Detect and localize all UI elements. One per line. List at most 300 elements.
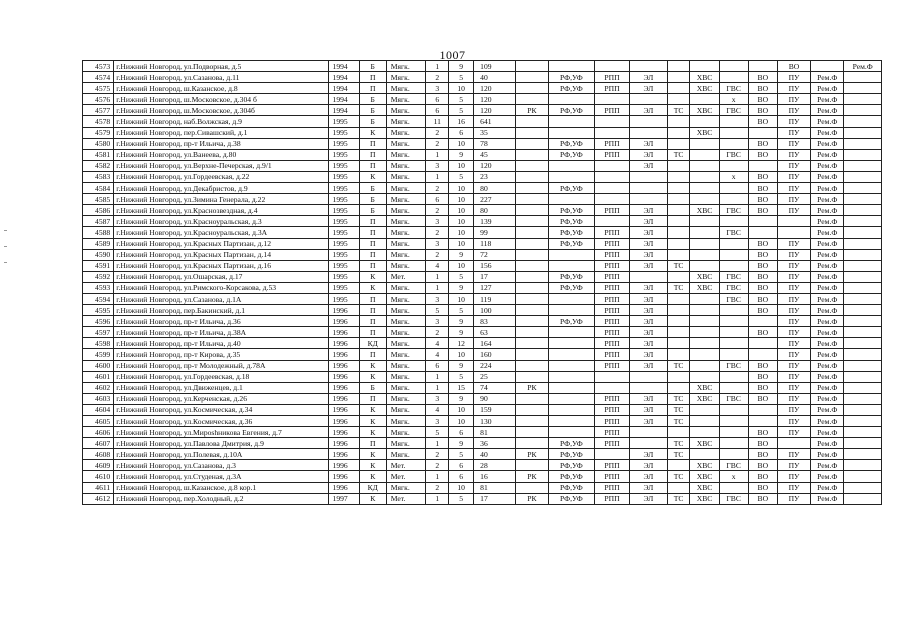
cell-cold-water [690,449,719,460]
cell-year-built: 1995 [328,160,359,171]
cell-rpp: РПП [594,460,629,471]
cell-apartments: 17 [474,493,516,504]
cell-rf-uf: РФ,УФ [549,449,595,460]
cell-electricity: ЭЛ [630,349,667,360]
cell-rk [515,327,548,338]
cell-entrances: 4 [426,338,449,349]
cell-roof-type: Мягк. [386,127,426,138]
cell-record-number: 4607 [83,438,114,449]
cell-apartments: 160 [474,349,516,360]
cell-repair-fund [844,460,882,471]
cell-electricity: ЭЛ [630,205,667,216]
cell-address: г.Нижний Новгород, ул.Гордеевская, д.22 [114,171,328,182]
cell-rpp: РПП [594,227,629,238]
cell-apartments: 139 [474,216,516,227]
cell-heating: ТС [667,493,690,504]
cell-apartments: 40 [474,72,516,83]
cell-apartments: 90 [474,393,516,404]
cell-address: г.Нижний Новгород, пр-т Ильича, д.40 [114,338,328,349]
cell-repair-fund [844,482,882,493]
cell-repair-fund [844,260,882,271]
cell-year-built: 1995 [328,271,359,282]
cell-roof-type: Мягк. [386,416,426,427]
cell-sewage: ВО [748,493,777,504]
cell-rpp [594,382,629,393]
cell-wall-material: К [359,493,386,504]
cell-hot-water: ГВС [719,227,748,238]
cell-wall-material: К [359,371,386,382]
cell-year-built: 1996 [328,438,359,449]
cell-record-number: 4591 [83,260,114,271]
cell-roof-type: Мягк. [386,260,426,271]
cell-heating [667,249,690,260]
cell-record-number: 4603 [83,393,114,404]
cell-pu: ПУ [777,349,810,360]
cell-repair-fund [844,160,882,171]
cell-apartments: 100 [474,305,516,316]
cell-cold-water [690,371,719,382]
cell-sewage: ВО [748,327,777,338]
cell-apartments: 120 [474,105,516,116]
cell-sewage [748,227,777,238]
cell-heating [667,482,690,493]
cell-rpp [594,116,629,127]
table-row [83,460,882,471]
cell-rf-uf [549,404,595,415]
cell-address: г.Нижний Новгород, ул.Подворная, д.5 [114,61,328,72]
cell-pu: ПУ [777,371,810,382]
cell-heating [667,171,690,182]
cell-heating [667,160,690,171]
cell-repair-fund [844,416,882,427]
cell-rf-uf: РФ,УФ [549,316,595,327]
cell-rf-uf [549,160,595,171]
cell-rf-uf [549,416,595,427]
cell-repair-fund [844,171,882,182]
cell-wall-material: К [359,171,386,182]
cell-rk: РК [515,471,548,482]
cell-record-number: 4574 [83,72,114,83]
cell-zl: Рем.Ф [811,171,844,182]
cell-address: г.Нижний Новгород, ул.Красноуральская, д.3 [114,216,328,227]
cell-apartments: 40 [474,449,516,460]
cell-rf-uf [549,327,595,338]
cell-repair-fund [844,105,882,116]
cell-floors: 9 [449,316,474,327]
cell-hot-water: ГВС [719,393,748,404]
cell-entrances: 6 [426,360,449,371]
cell-address: г.Нижний Новгород, ул.Сазанова, д.3 [114,460,328,471]
cell-hot-water [719,427,748,438]
cell-pu: ПУ [777,338,810,349]
cell-pu: ПУ [777,116,810,127]
table-row [83,338,882,349]
cell-entrances: 4 [426,260,449,271]
cell-year-built: 1996 [328,482,359,493]
cell-rk [515,460,548,471]
cell-sewage: ВО [748,460,777,471]
cell-apartments: 16 [474,471,516,482]
cell-apartments: 83 [474,316,516,327]
cell-floors: 6 [449,460,474,471]
cell-floors: 9 [449,61,474,72]
cell-entrances: 2 [426,72,449,83]
cell-heating: ТС [667,149,690,160]
cell-roof-type: Мягк. [386,83,426,94]
cell-pu: ПУ [777,404,810,415]
cell-cold-water: ХВС [690,83,719,94]
cell-entrances: 3 [426,416,449,427]
cell-cold-water [690,227,719,238]
cell-sewage: ВО [748,260,777,271]
cell-wall-material: П [359,393,386,404]
cell-apartments: 35 [474,127,516,138]
cell-address: г.Нижний Новгород, ул.Полевая, д.10А [114,449,328,460]
cell-hot-water: ГВС [719,205,748,216]
cell-repair-fund [844,238,882,249]
cell-hot-water: ГВС [719,271,748,282]
cell-sewage: ВО [748,438,777,449]
cell-hot-water [719,160,748,171]
cell-entrances: 6 [426,94,449,105]
cell-heating [667,61,690,72]
cell-rf-uf [549,371,595,382]
cell-repair-fund [844,349,882,360]
cell-year-built: 1996 [328,327,359,338]
cell-sewage: ВО [748,183,777,194]
cell-electricity: ЭЛ [630,293,667,304]
cell-heating [667,327,690,338]
cell-floors: 5 [449,371,474,382]
cell-hot-water [719,349,748,360]
cell-wall-material: Б [359,116,386,127]
cell-zl: Рем.Ф [811,149,844,160]
cell-rk: РК [515,382,548,393]
cell-year-built: 1995 [328,127,359,138]
cell-rk [515,438,548,449]
cell-year-built: 1994 [328,61,359,72]
cell-pu: ПУ [777,316,810,327]
cell-sewage: ВО [748,371,777,382]
cell-cold-water [690,249,719,260]
cell-rf-uf: РФ,УФ [549,238,595,249]
cell-wall-material: П [359,149,386,160]
cell-hot-water [719,416,748,427]
cell-sewage [748,127,777,138]
table-row [83,427,882,438]
cell-rk: РК [515,449,548,460]
cell-record-number: 4587 [83,216,114,227]
cell-roof-type: Мягк. [386,316,426,327]
cell-zl: Рем.Ф [811,249,844,260]
cell-entrances: 2 [426,138,449,149]
cell-wall-material: П [359,83,386,94]
cell-address: г.Нижний Новгород, ул.Красных Партизан, д.16 [114,260,328,271]
cell-rk [515,293,548,304]
cell-heating [667,227,690,238]
cell-cold-water: ХВС [690,382,719,393]
cell-zl: Рем.Ф [811,471,844,482]
cell-floors: 9 [449,393,474,404]
cell-address: г.Нижний Новгород, пер.Холодный, д.2 [114,493,328,504]
cell-floors: 10 [449,416,474,427]
cell-cold-water: ХВС [690,482,719,493]
cell-floors: 10 [449,260,474,271]
cell-cold-water: ХВС [690,105,719,116]
cell-cold-water [690,194,719,205]
cell-rpp [594,61,629,72]
cell-electricity: ЭЛ [630,227,667,238]
cell-rk [515,127,548,138]
cell-zl: Рем.Ф [811,305,844,316]
cell-hot-water: ГВС [719,360,748,371]
cell-rk [515,271,548,282]
cell-entrances: 1 [426,382,449,393]
cell-roof-type: Мягк. [386,349,426,360]
cell-address: г.Нижний Новгород, ш.Казанское, д.8 кор.1 [114,482,328,493]
table-row [83,371,882,382]
cell-pu: ПУ [777,238,810,249]
cell-apartments: 78 [474,138,516,149]
cell-rk [515,61,548,72]
table-row [83,404,882,415]
housing-registry-table [82,60,882,505]
cell-address: г.Нижний Новгород, ул.Космическая, д.34 [114,404,328,415]
cell-zl: Рем.Ф [811,349,844,360]
cell-heating [667,72,690,83]
cell-rpp: РПП [594,349,629,360]
cell-cold-water [690,416,719,427]
cell-pu: ПУ [777,449,810,460]
table-row [83,105,882,116]
cell-floors: 10 [449,293,474,304]
table-row [83,227,882,238]
cell-wall-material: К [359,271,386,282]
table-row [83,471,882,482]
cell-entrances: 1 [426,149,449,160]
cell-pu: ПУ [777,249,810,260]
cell-pu: ПУ [777,493,810,504]
cell-hot-water [719,338,748,349]
cell-sewage: ВО [748,94,777,105]
cell-rf-uf: РФ,УФ [549,493,595,504]
cell-wall-material: К [359,416,386,427]
cell-entrances: 2 [426,327,449,338]
cell-sewage [748,216,777,227]
cell-entrances: 1 [426,61,449,72]
cell-cold-water [690,338,719,349]
cell-address: г.Нижний Новгород, пр-т Ильича, д.38А [114,327,328,338]
cell-year-built: 1994 [328,83,359,94]
cell-hot-water: х [719,94,748,105]
cell-rpp: РПП [594,305,629,316]
cell-pu: ПУ [777,127,810,138]
cell-floors: 5 [449,305,474,316]
cell-repair-fund [844,138,882,149]
cell-rf-uf: РФ,УФ [549,271,595,282]
cell-year-built: 1995 [328,227,359,238]
cell-rpp: РПП [594,83,629,94]
cell-cold-water [690,327,719,338]
cell-pu: ПУ [777,271,810,282]
cell-record-number: 4581 [83,149,114,160]
cell-entrances: 6 [426,194,449,205]
cell-record-number: 4584 [83,183,114,194]
cell-wall-material: К [359,449,386,460]
cell-heating [667,371,690,382]
cell-rk [515,227,548,238]
cell-year-built: 1996 [328,393,359,404]
cell-heating [667,205,690,216]
cell-entrances: 3 [426,83,449,94]
cell-repair-fund [844,427,882,438]
page-number: 1007 [439,48,466,62]
cell-rk [515,338,548,349]
cell-zl: Рем.Ф [811,216,844,227]
cell-address: г.Нижний Новгород, ул.Декабристов, д.9 [114,183,328,194]
cell-address: г.Нижний Новгород, ул.Зимина Генерала, д.22 [114,194,328,205]
cell-hot-water [719,305,748,316]
table-row [83,94,882,105]
cell-wall-material: П [359,227,386,238]
cell-rf-uf: РФ,УФ [549,105,595,116]
cell-entrances: 1 [426,438,449,449]
cell-entrances: 4 [426,404,449,415]
cell-rf-uf [549,349,595,360]
cell-address: г.Нижний Новгород, ш.Московское, д.304б [114,105,328,116]
cell-rpp: РПП [594,393,629,404]
scan-artifact [4,246,7,247]
cell-record-number: 4602 [83,382,114,393]
cell-hot-water [719,316,748,327]
cell-rk [515,427,548,438]
cell-rf-uf: РФ,УФ [549,72,595,83]
cell-rpp [594,160,629,171]
cell-repair-fund [844,194,882,205]
cell-pu: ПУ [777,393,810,404]
cell-wall-material: Б [359,382,386,393]
cell-entrances: 2 [426,482,449,493]
table-row [83,194,882,205]
scan-artifact [4,230,7,231]
cell-address: г.Нижний Новгород, ул.Космическая, д.36 [114,416,328,427]
table-row [83,149,882,160]
cell-floors: 16 [449,116,474,127]
cell-rf-uf: РФ,УФ [549,183,595,194]
cell-address: г.Нижний Новгород, ул.Сазанова, д.11 [114,72,328,83]
cell-zl: Рем.Ф [811,404,844,415]
cell-cold-water [690,349,719,360]
cell-rk [515,482,548,493]
cell-rpp [594,94,629,105]
cell-wall-material: П [359,238,386,249]
cell-pu: ПУ [777,327,810,338]
cell-heating [667,183,690,194]
cell-rpp: РПП [594,271,629,282]
cell-year-built: 1996 [328,360,359,371]
cell-heating: ТС [667,282,690,293]
cell-rk [515,305,548,316]
cell-pu: ПУ [777,171,810,182]
cell-heating: ТС [667,105,690,116]
cell-year-built: 1997 [328,493,359,504]
cell-repair-fund [844,293,882,304]
cell-electricity: ЭЛ [630,260,667,271]
cell-year-built: 1994 [328,94,359,105]
cell-heating [667,349,690,360]
cell-year-built: 1996 [328,471,359,482]
table-row [83,260,882,271]
cell-cold-water [690,183,719,194]
cell-sewage [748,316,777,327]
cell-apartments: 227 [474,194,516,205]
cell-floors: 10 [449,83,474,94]
cell-roof-type: Мягк. [386,393,426,404]
cell-cold-water: ХВС [690,205,719,216]
cell-cold-water: ХВС [690,438,719,449]
table-row [83,271,882,282]
cell-zl: Рем.Ф [811,227,844,238]
cell-sewage: ВО [748,116,777,127]
table-row [83,238,882,249]
cell-entrances: 2 [426,127,449,138]
cell-roof-type: Мет. [386,471,426,482]
cell-rpp: РПП [594,249,629,260]
cell-record-number: 4586 [83,205,114,216]
cell-sewage: ВО [748,205,777,216]
cell-wall-material: П [359,138,386,149]
cell-heating [667,194,690,205]
cell-roof-type: Мягк. [386,138,426,149]
cell-year-built: 1996 [328,371,359,382]
cell-zl: Рем.Ф [811,493,844,504]
cell-wall-material: К [359,127,386,138]
cell-hot-water [719,183,748,194]
cell-year-built: 1996 [328,316,359,327]
cell-record-number: 4577 [83,105,114,116]
cell-wall-material: К [359,360,386,371]
cell-cold-water [690,427,719,438]
cell-sewage: ВО [748,105,777,116]
cell-year-built: 1995 [328,205,359,216]
cell-rpp [594,449,629,460]
cell-rf-uf: РФ,УФ [549,83,595,94]
cell-repair-fund [844,305,882,316]
cell-entrances: 2 [426,460,449,471]
cell-rk: РК [515,105,548,116]
cell-floors: 10 [449,183,474,194]
cell-heating [667,382,690,393]
cell-rpp: РПП [594,238,629,249]
cell-rpp [594,216,629,227]
cell-rf-uf [549,260,595,271]
cell-wall-material: П [359,305,386,316]
cell-record-number: 4588 [83,227,114,238]
cell-wall-material: П [359,72,386,83]
table-row [83,127,882,138]
cell-cold-water [690,171,719,182]
cell-record-number: 4595 [83,305,114,316]
cell-sewage: ВО [748,83,777,94]
cell-record-number: 4612 [83,493,114,504]
table-row [83,83,882,94]
cell-zl: Рем.Ф [811,138,844,149]
cell-roof-type: Мягк. [386,194,426,205]
cell-sewage: ВО [748,149,777,160]
cell-floors: 9 [449,438,474,449]
cell-zl: Рем.Ф [811,160,844,171]
cell-rk: РК [515,493,548,504]
